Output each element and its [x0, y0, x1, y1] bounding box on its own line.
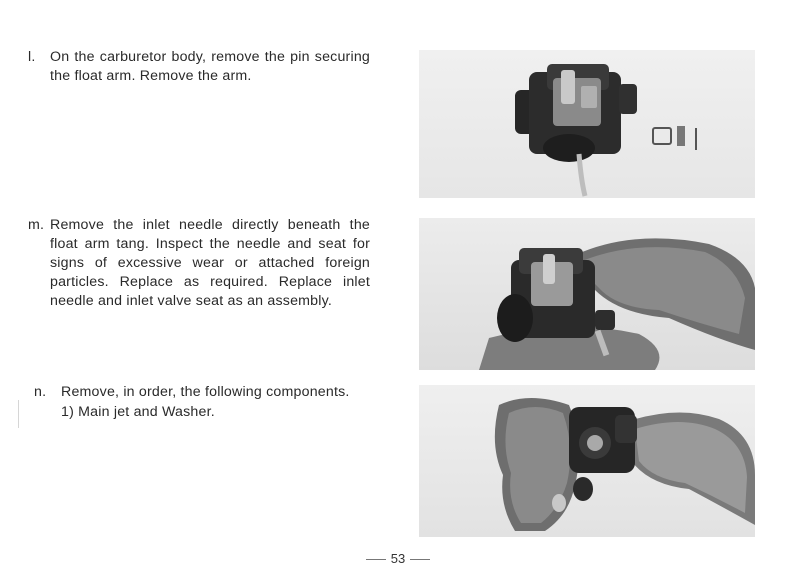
step-text: Remove the inlet needle directly beneath the float arm tang. Inspect the needle and seat for signs of excessive wear or attached foreign particles. Replace as required. Replace inlet needle and inlet valve seat as an assembly.: [50, 217, 370, 309]
scan-edge-mark: [18, 400, 19, 428]
folio-rule-left: [366, 559, 386, 560]
step-m: [28, 216, 370, 311]
folio-rule-right: [410, 559, 430, 560]
step-text: Remove, in order, the following components.: [61, 384, 350, 400]
step-n: [34, 383, 376, 422]
page-number-text: 53: [390, 551, 406, 566]
substep-main-jet: 1) Main jet and Washer.: [61, 404, 215, 420]
photo-main-jet-removal: [419, 385, 755, 537]
page-number: [350, 551, 446, 566]
step-marker: m.: [28, 217, 45, 233]
photo-inlet-needle-removal: [419, 218, 755, 370]
step-marker: l.: [28, 49, 36, 65]
photo-carburetor-float-arm: [419, 50, 755, 198]
step-text: On the carburetor body, remove the pin securing the float arm. Remove the arm.: [50, 49, 370, 84]
step-l: [28, 48, 370, 86]
step-marker: n.: [34, 384, 47, 400]
